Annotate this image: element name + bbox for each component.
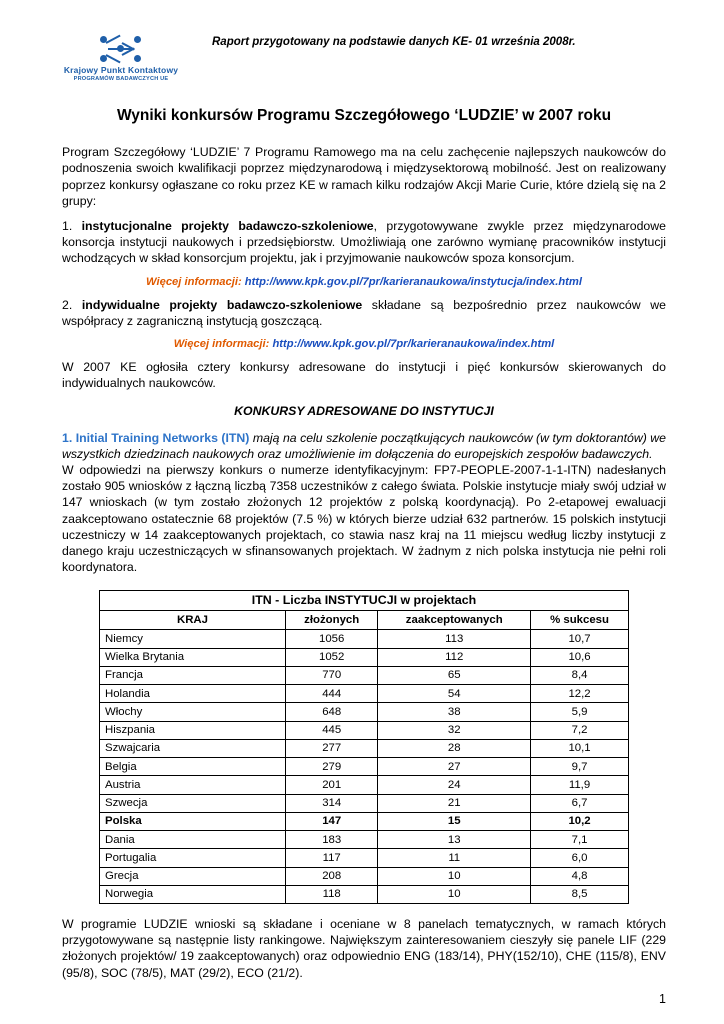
cell-success: 10,7 [531, 630, 629, 648]
cell-accepted: 10 [378, 885, 531, 903]
more-info-line-1 [62, 276, 666, 288]
table-row [100, 666, 629, 684]
cell-country: Portugalia [100, 849, 286, 867]
cell-submitted: 1056 [286, 630, 378, 648]
more-info-label-1: Więcej informacji: [146, 275, 242, 288]
table-row [100, 703, 629, 721]
table-body [100, 630, 629, 904]
cell-success: 12,2 [531, 685, 629, 703]
cell-submitted: 208 [286, 867, 378, 885]
table-row [100, 739, 629, 757]
kpk-logo [62, 28, 180, 82]
cell-accepted: 13 [378, 831, 531, 849]
table-row [100, 776, 629, 794]
cell-success: 9,7 [531, 758, 629, 776]
cell-submitted: 1052 [286, 648, 378, 666]
more-info-line-2 [62, 338, 666, 350]
cell-accepted: 27 [378, 758, 531, 776]
cell-country: Grecja [100, 867, 286, 885]
cell-country: Dania [100, 831, 286, 849]
cell-country: Francja [100, 666, 286, 684]
logo-title: Krajowy Punkt Kontaktowy [63, 65, 179, 75]
table-caption-row [100, 590, 629, 611]
cell-success: 8,5 [531, 885, 629, 903]
cell-success: 7,2 [531, 721, 629, 739]
table-row [100, 812, 629, 830]
table-row [100, 721, 629, 739]
table-caption: ITN - Liczba INSTYTUCJI w projektach [100, 590, 629, 611]
more-info-url-2[interactable]: http://www.kpk.gov.pl/7pr/karieranaukowa/index.html [272, 338, 555, 351]
cell-success: 8,4 [531, 666, 629, 684]
cell-accepted: 112 [378, 648, 531, 666]
table-row [100, 867, 629, 885]
table-row [100, 758, 629, 776]
cell-success: 10,1 [531, 739, 629, 757]
cell-country: Belgia [100, 758, 286, 776]
logo-subtitle: PROGRAMÓW BADAWCZYCH UE [73, 75, 169, 82]
itn-lead-italic: mają na celu szkolenie początkujących naukowców (w tym doktorantów) we wszystkich dziedzinach naukowych oraz umożliwienie im dołączenia do europejskich zespołów badawczych. [62, 430, 666, 461]
itn-institutions-table [99, 590, 629, 905]
col-header-country: KRAJ [100, 611, 286, 630]
page-title: Wyniki konkursów Programu Szczegółowego ‘LUDZIE’ w 2007 roku [116, 107, 612, 124]
cell-country: Wielka Brytania [100, 648, 286, 666]
cell-accepted: 54 [378, 685, 531, 703]
cell-submitted: 770 [286, 666, 378, 684]
cell-accepted: 28 [378, 739, 531, 757]
cell-country: Austria [100, 776, 286, 794]
cell-accepted: 32 [378, 721, 531, 739]
col-header-accepted: zaakceptowanych [378, 611, 531, 630]
cell-country: Szwecja [100, 794, 286, 812]
cell-success: 10,2 [531, 812, 629, 830]
item2-bold: indywidualne projekty badawczo-szkoleniowe [81, 297, 363, 312]
cell-submitted: 648 [286, 703, 378, 721]
intro-paragraph: Program Szczegółowy ‘LUDZIE’ 7 Programu Ramowego ma na celu zachęcenie najlepszych naukowców do podnoszenia swoich kwalifikacji poprzez międzynarodową i międzysektorową mobilność. Jest on realizowany poprzez konkursy ogłaszane co roku przez KE w ramach kilku rodzajów Akcji Marie Curie, które dzielą się na 2 grupy: [62, 145, 666, 208]
cell-submitted: 277 [286, 739, 378, 757]
cell-country: Szwajcaria [100, 739, 286, 757]
col-header-submitted: złożonych [286, 611, 378, 630]
cell-country: Włochy [100, 703, 286, 721]
cell-submitted: 117 [286, 849, 378, 867]
cell-accepted: 65 [378, 666, 531, 684]
logo-network-icon [98, 34, 144, 64]
cell-submitted: 147 [286, 812, 378, 830]
cell-success: 5,9 [531, 703, 629, 721]
summary-2007: W 2007 KE ogłosiła cztery konkursy adresowane do instytucji i pięć konkursów skierowanych do indywidualnych naukowców. [62, 360, 666, 391]
item1-bold: instytucjonalne projekty badawczo-szkoleniowe [81, 219, 374, 234]
table-row [100, 648, 629, 666]
item1-number: 1. [62, 219, 73, 234]
cell-success: 10,6 [531, 648, 629, 666]
item2-rest: składane są bezpośrednio przez naukowców we współpracy z zagraniczną instytucją goszczącą. [62, 297, 666, 328]
item1-rest: , przygotowywane zwykle przez międzynarodowe konsorcja instytucji naukowych i przedsiębiorstw. Umożliwiają one zarówno wymianę pracowników instytucji wchodzących w skład konsorcjum projektu, jak i przyjmowanie naukowców spoza konsorcjum. [62, 219, 666, 266]
cell-submitted: 201 [286, 776, 378, 794]
cell-success: 4,8 [531, 867, 629, 885]
cell-accepted: 24 [378, 776, 531, 794]
section-heading-institutions: KONKURSY ADRESOWANE DO INSTYTUCJI [234, 403, 494, 418]
table-row [100, 794, 629, 812]
table-row [100, 885, 629, 903]
cell-accepted: 10 [378, 867, 531, 885]
report-note: Raport przygotowany na podstawie danych KE- 01 września 2008r. [212, 36, 576, 48]
itn-body: W odpowiedzi na pierwszy konkurs o numerze identyfikacyjnym: FP7-PEOPLE-2007-1-1-ITN) nadesłanych zostało 905 wniosków z łączną liczbą 7358 uczestników z całego świata. Polskie instytucje miały swój udział w 147 wnioskach (w tym zostało złożonych 12 projektów z polską koordynacją). Po 2-etapowej ewaluacji zaakceptowano ostatecznie 68 projektów (7.5 %) w których bierze udział 632 partnerów. 15 polskich instytucji uczestniczy w 14 zaakceptowanych projektach, co stawia nasz kraj na 11 miejscu według liczby instytucji z danego kraju uczestniczących w sfinansowanych projektach. W żadnym z nich polska instytucja nie pełni roli koordynatora. [62, 462, 666, 575]
item2-number: 2. [62, 297, 73, 312]
cell-accepted: 113 [378, 630, 531, 648]
itn-lead-label: 1. Initial Training Networks (ITN) [62, 430, 250, 445]
page-number: 1 [659, 992, 666, 1006]
cell-accepted: 21 [378, 794, 531, 812]
cell-submitted: 279 [286, 758, 378, 776]
cell-submitted: 183 [286, 831, 378, 849]
table-row [100, 630, 629, 648]
cell-accepted: 15 [378, 812, 531, 830]
cell-submitted: 444 [286, 685, 378, 703]
more-info-url-1[interactable]: http://www.kpk.gov.pl/7pr/karieranaukowa/instytucja/index.html [244, 275, 582, 288]
cell-country: Polska [100, 812, 286, 830]
panels-paragraph: W programie LUDZIE wnioski są składane i oceniane w 8 panelach tematycznych, w ramach których przygotowywane są następnie listy rankingowe. Największym zainteresowaniem cieszyły się panele LIF (229 złożonych projektów/ 19 zaakceptowanych) oraz odpowiednio ENG (183/14), PHY(152/10), CHE (115/8), ENV (95/8), SOC (78/5), MAT (29/2), ECO (21/2). [62, 917, 666, 980]
list-item-1 [62, 218, 666, 267]
cell-success: 6,7 [531, 794, 629, 812]
cell-success: 11,9 [531, 776, 629, 794]
itn-intro [62, 430, 666, 462]
cell-submitted: 445 [286, 721, 378, 739]
cell-success: 7,1 [531, 831, 629, 849]
cell-success: 6,0 [531, 849, 629, 867]
table-row [100, 685, 629, 703]
table-header-row [100, 611, 629, 630]
cell-submitted: 314 [286, 794, 378, 812]
cell-country: Niemcy [100, 630, 286, 648]
cell-accepted: 11 [378, 849, 531, 867]
table-row [100, 831, 629, 849]
cell-country: Norwegia [100, 885, 286, 903]
list-item-2 [62, 297, 666, 329]
cell-country: Holandia [100, 685, 286, 703]
more-info-label-2: Więcej informacji: [173, 338, 270, 351]
table-row [100, 849, 629, 867]
cell-accepted: 38 [378, 703, 531, 721]
cell-country: Hiszpania [100, 721, 286, 739]
col-header-success: % sukcesu [531, 611, 629, 630]
cell-submitted: 118 [286, 885, 378, 903]
document-header [62, 28, 666, 90]
